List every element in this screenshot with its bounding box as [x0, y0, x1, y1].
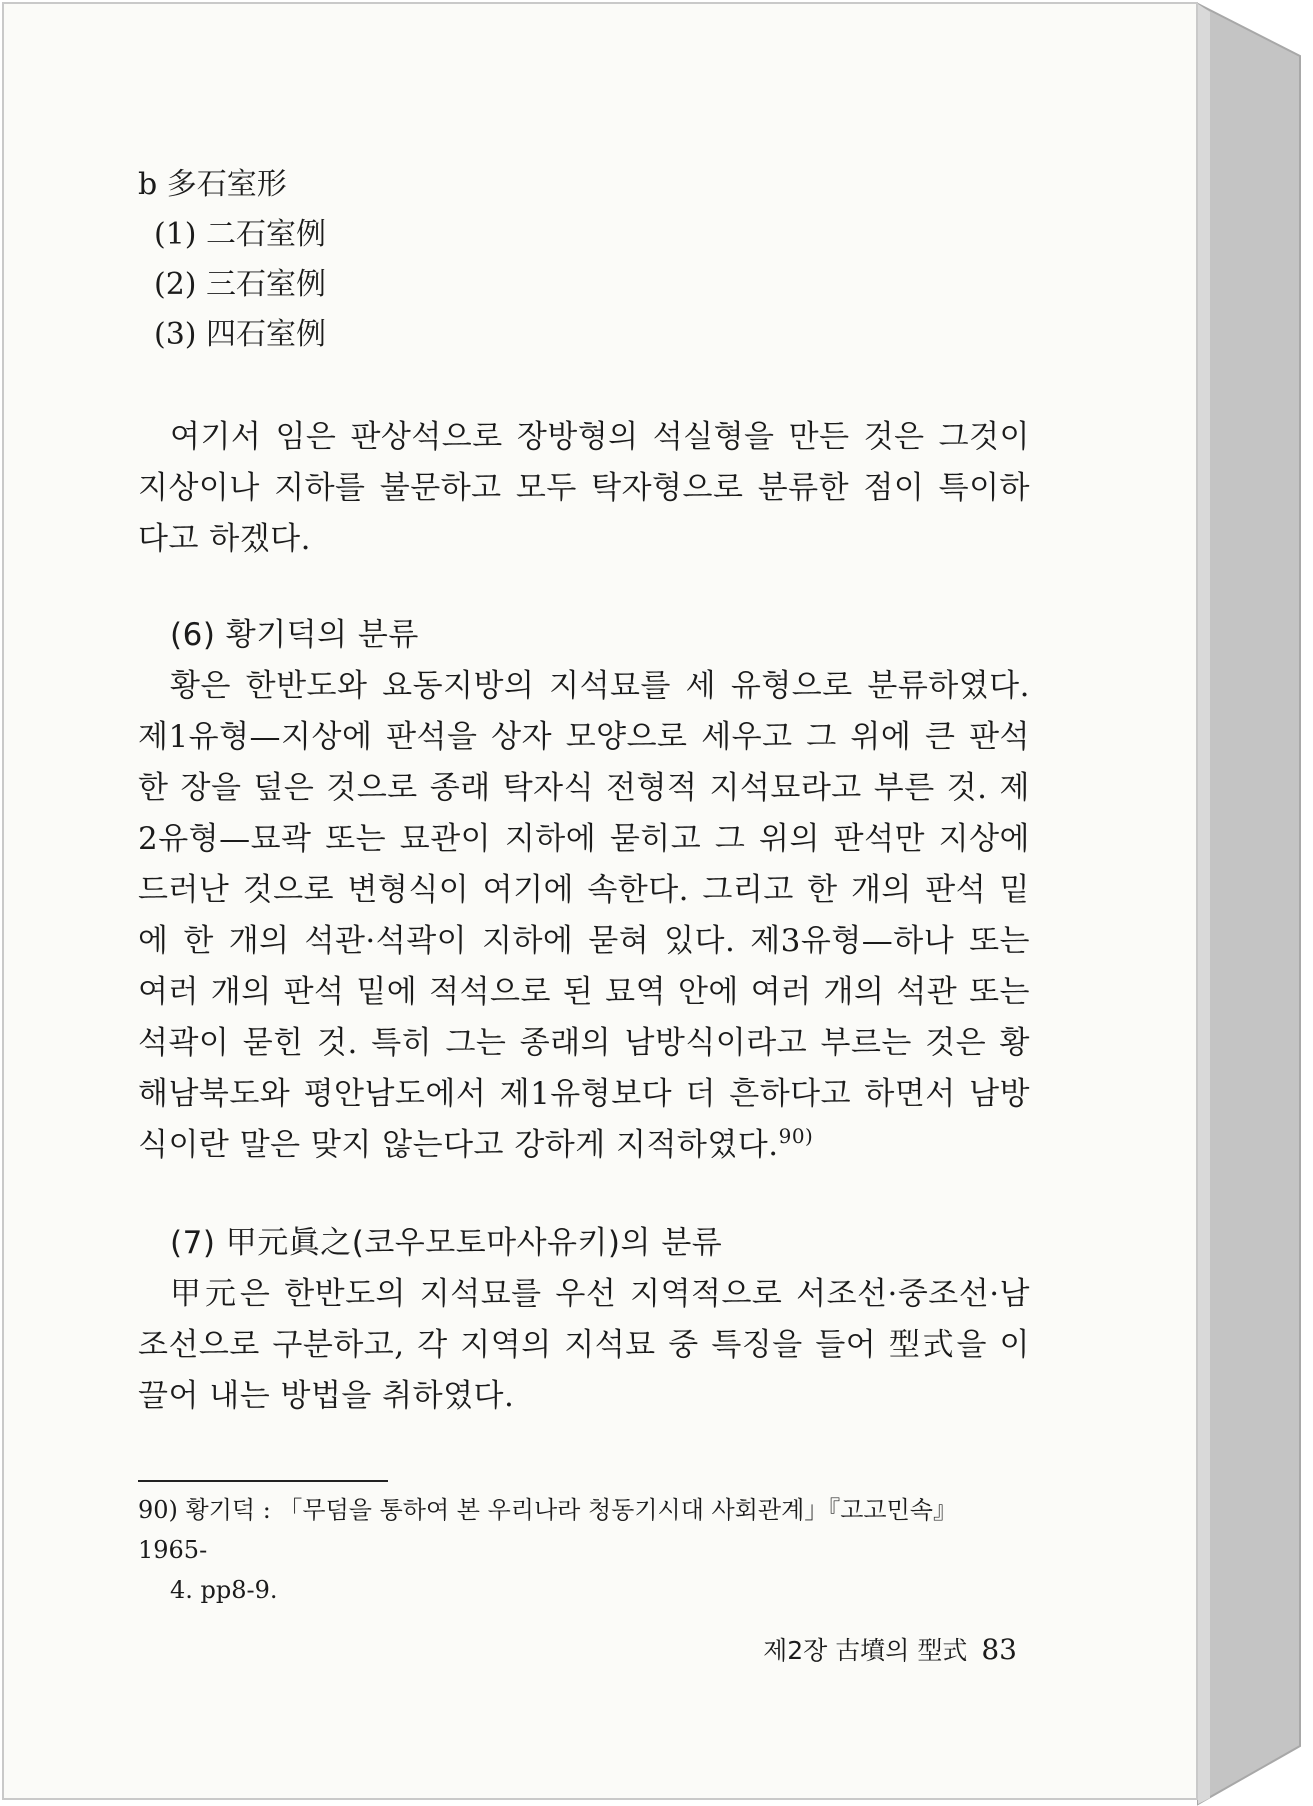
book-edge-side: [1198, 4, 1300, 1804]
section-6-text: [138, 661, 1030, 1171]
footnote-divider: [138, 1480, 388, 1482]
paragraph-intro: [138, 412, 1030, 565]
chapter-title: 제2장 古墳의 型式: [763, 1636, 968, 1665]
outline-item: (1) 二石室例: [154, 217, 327, 252]
section-6-body: 황은 한반도와 요동지방의 지석묘를 세 유형으로 분류하였다. 제1유형—지상에 판석을 상자 모양으로 세우고 그 위에 큰 판석 한 장을 덮은 것으로 종래 탁자식 전형적 지석묘라고 부른 것. 제2유형—묘곽 또는 묘관이 지하에 묻히고 그 위의 판석만 지상에 드러난 것으로 변형식이 여기에 속한다. 그리고 한 개의 판석 밑에 한 개의 석관·석곽이 지하에 묻혀 있다. 제3유형—하나 또는 여러 개의 판석 밑에 적석으로 된 묘역 안에 여러 개의 석관 또는 석곽이 묻힌 것. 특히 그는 종래의 남방식이라고 부르는 것은 황해남북도와 평안남도에서 제1유형보다 더 흔하다고 하면서 남방식이란 말은 맞지 않는다고 강하게 지적하였다.: [138, 668, 1030, 1163]
section-7: [138, 1218, 1030, 1422]
section-6: [138, 610, 1030, 1171]
footnote-reference[interactable]: 90): [778, 1124, 814, 1148]
paragraph-text: 여기서 임은 판상석으로 장방형의 석실형을 만든 것은 그것이 지상이나 지하를 불문하고 모두 탁자형으로 분류한 점이 특이하다고 하겠다.: [138, 419, 1030, 557]
section-7-heading: (7) 甲元眞之(코우모토마사유키)의 분류: [170, 1225, 723, 1261]
outline-item: (3) 四石室例: [154, 317, 327, 352]
section-6-heading: (6) 황기덕의 분류: [170, 617, 419, 653]
book-edge-shade: [1198, 4, 1210, 1804]
footnote-line: 90) 황기덕 : 「무덤을 통하여 본 우리나라 청동기시대 사회관계」『고고민속』 1965-: [138, 1496, 957, 1564]
section-7-text: 甲元은 한반도의 지석묘를 우선 지역적으로 서조선·중조선·남조선으로 구분하고, 각 지역의 지석묘 중 특징을 들어 型式을 이끌어 내는 방법을 취하였다.: [138, 1276, 1030, 1414]
footnote-line: 4. pp8-9.: [170, 1576, 278, 1604]
page-number: 83: [981, 1633, 1017, 1666]
running-footer: [763, 1632, 1017, 1669]
outline-list: [138, 160, 326, 360]
outline-item: (2) 三石室例: [154, 267, 327, 302]
outline-group: b 多石室形: [138, 167, 287, 202]
footnote: [138, 1490, 1018, 1610]
